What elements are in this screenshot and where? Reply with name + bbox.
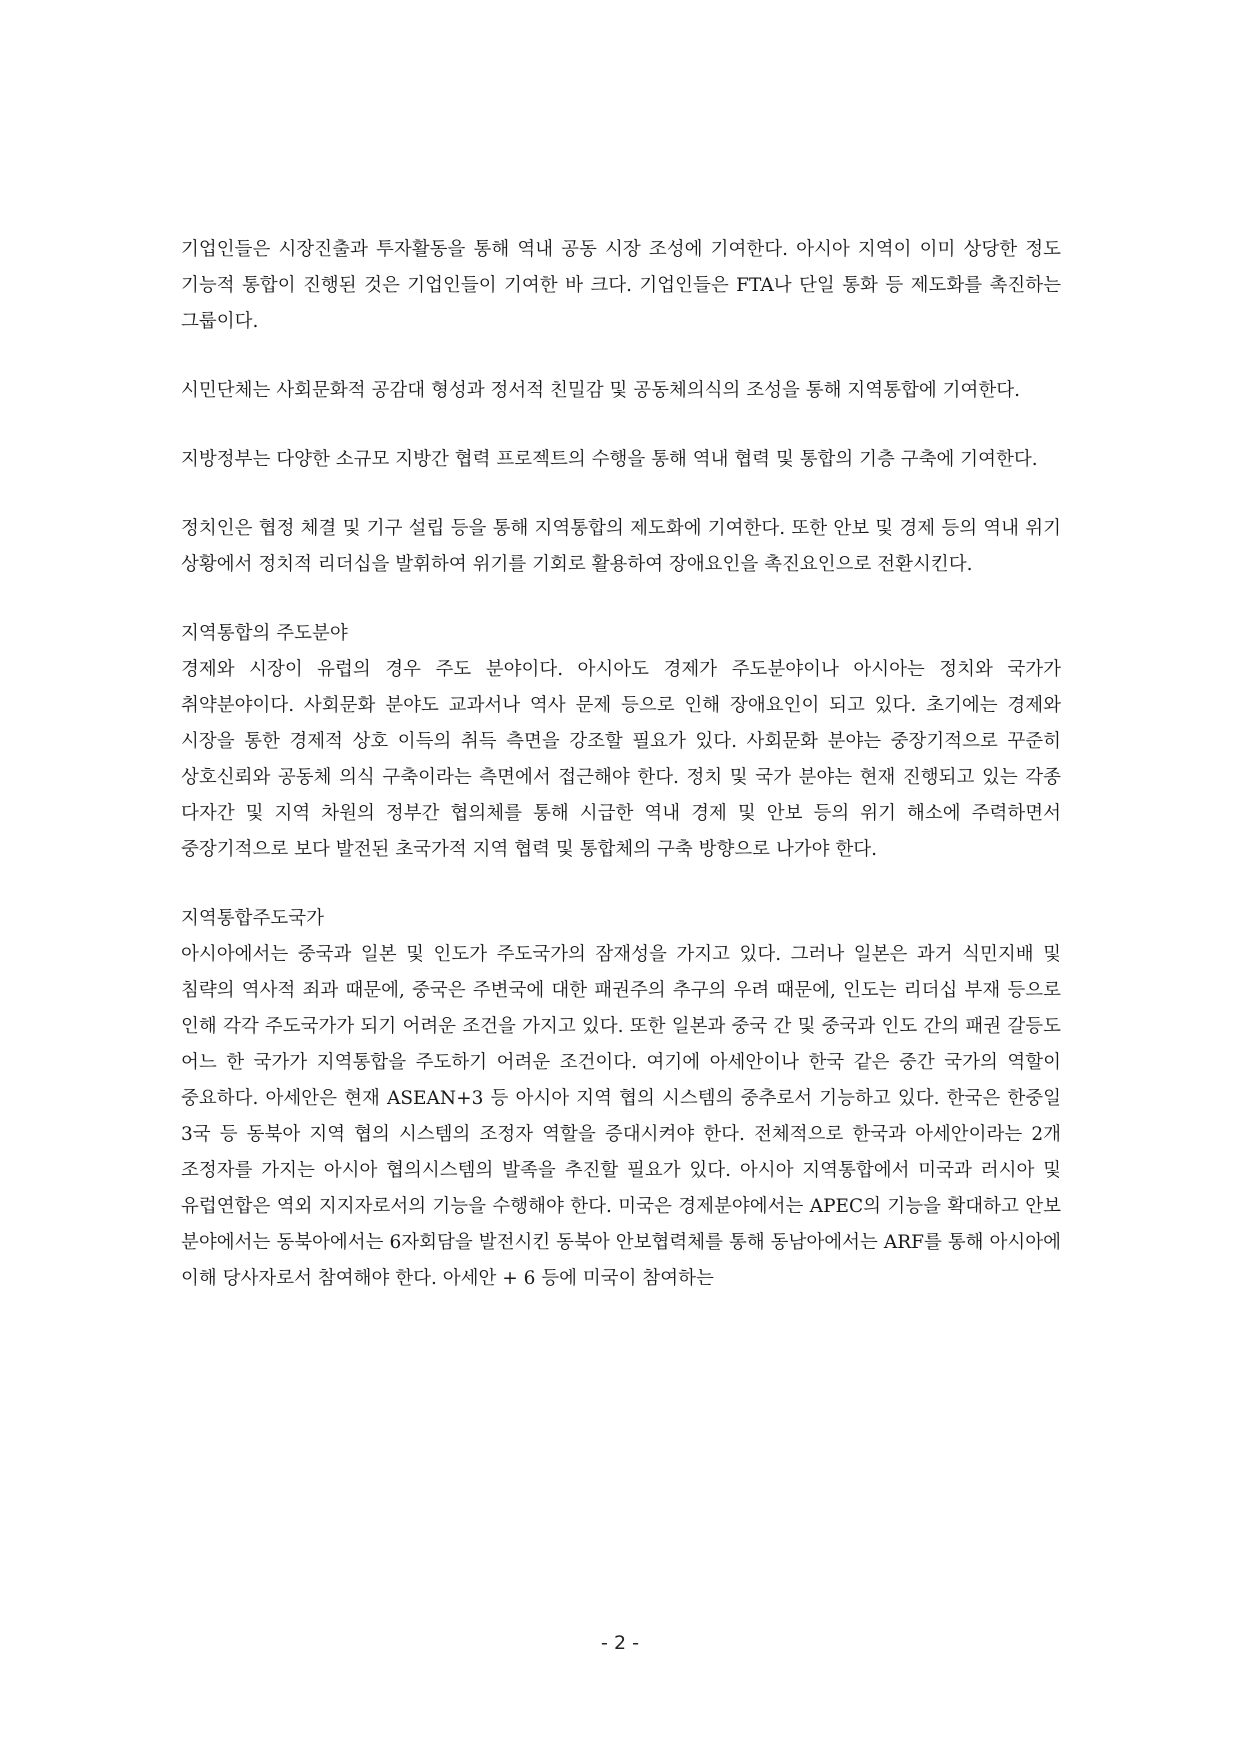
page-number: - 2 - (601, 1632, 639, 1654)
paragraph-politicians: 정치인은 협정 체결 및 기구 설립 등을 통해 지역통합의 제도화에 기여한다. 또한 안보 및 경제 등의 역내 위기 상황에서 정치적 리더십을 발휘하여 위기를 기회로 활용하여 장애요인을 촉진요인으로 전환시킨다. (181, 518, 1061, 575)
paragraph-business: 기업인들은 시장진출과 투자활동을 통해 역내 공동 시장 조성에 기여한다. 아시아 지역이 이미 상당한 정도 기능적 통합이 진행된 것은 기업인들이 기여한 바 크다. 기업인들은 FTA나 단일 통화 등 제도화를 촉진하는 그룹이다. (181, 239, 1061, 332)
section-leading-fields (181, 616, 1061, 868)
section-leading-nations (181, 901, 1061, 1297)
section-heading: 지역통합주도국가 (181, 908, 324, 929)
page-body (181, 232, 1061, 1330)
paragraph-civil-society: 시민단체는 사회문화적 공감대 형성과 정서적 친밀감 및 공동체의식의 조성을 통해 지역통합에 기여한다. (181, 380, 1021, 401)
section-heading: 지역통합의 주도분야 (181, 623, 348, 644)
section-body: 아시아에서는 중국과 일본 및 인도가 주도국가의 잠재성을 가지고 있다. 그러나 일본은 과거 식민지배 및 침략의 역사적 죄과 때문에, 중국은 주변국에 대한 패권주의 추구의 우려 때문에, 인도는 리더십 부재 등으로 인해 각각 주도국가가 되기 어려운 조건을 가지고 있다. 또한 일본과 중국 간 및 중국과 인도 간의 패권 갈등도 어느 한 국가가 지역통합을 주도하기 어려운 조건이다. 여기에 아세안이나 한국 같은 중간 국가의 역할이 중요하다. 아세안은 현재 ASEAN+3 등 아시아 지역 협의 시스템의 중추로서 기능하고 있다. 한국은 한중일 3국 등 동북아 지역 협의 시스템의 조정자 역할을 증대시켜야 한다. 전체적으로 한국과 아세안이라는 2개 조정자를 가지는 아시아 협의시스템의 발족을 추진할 필요가 있다. 아시아 지역통합에서 미국과 러시아 및 유럽연합은 역외 지지자로서의 기능을 수행해야 한다. 미국은 경제분야에서는 APEC의 기능을 확대하고 안보 분야에서는 동북아에서는 6자회담을 발전시킨 동북아 안보협력체를 통해 동남아에서는 ARF를 통해 아시아에 이해 당사자로서 참여해야 한다. 아세안 + 6 등에 미국이 참여하는 (181, 944, 1061, 1289)
section-body: 경제와 시장이 유럽의 경우 주도 분야이다. 아시아도 경제가 주도분야이나 아시아는 정치와 국가가 취약분야이다. 사회문화 분야도 교과서나 역사 문제 등으로 인해 장애요인이 되고 있다. 초기에는 경제와 시장을 통한 경제적 상호 이득의 취득 측면을 강조할 필요가 있다. 사회문화 분야는 중장기적으로 꾸준히 상호신뢰와 공동체 의식 구축이라는 측면에서 접근해야 한다. 정치 및 국가 분야는 현재 진행되고 있는 각종 다자간 및 지역 차원의 정부간 협의체를 통해 시급한 역내 경제 및 안보 등의 위기 해소에 주력하면서 중장기적으로 보다 발전된 초국가적 지역 협력 및 통합체의 구축 방향으로 나가야 한다. (181, 659, 1061, 860)
paragraph-local-government: 지방정부는 다양한 소규모 지방간 협력 프로젝트의 수행을 통해 역내 협력 및 통합의 기층 구축에 기여한다. (181, 449, 1038, 470)
